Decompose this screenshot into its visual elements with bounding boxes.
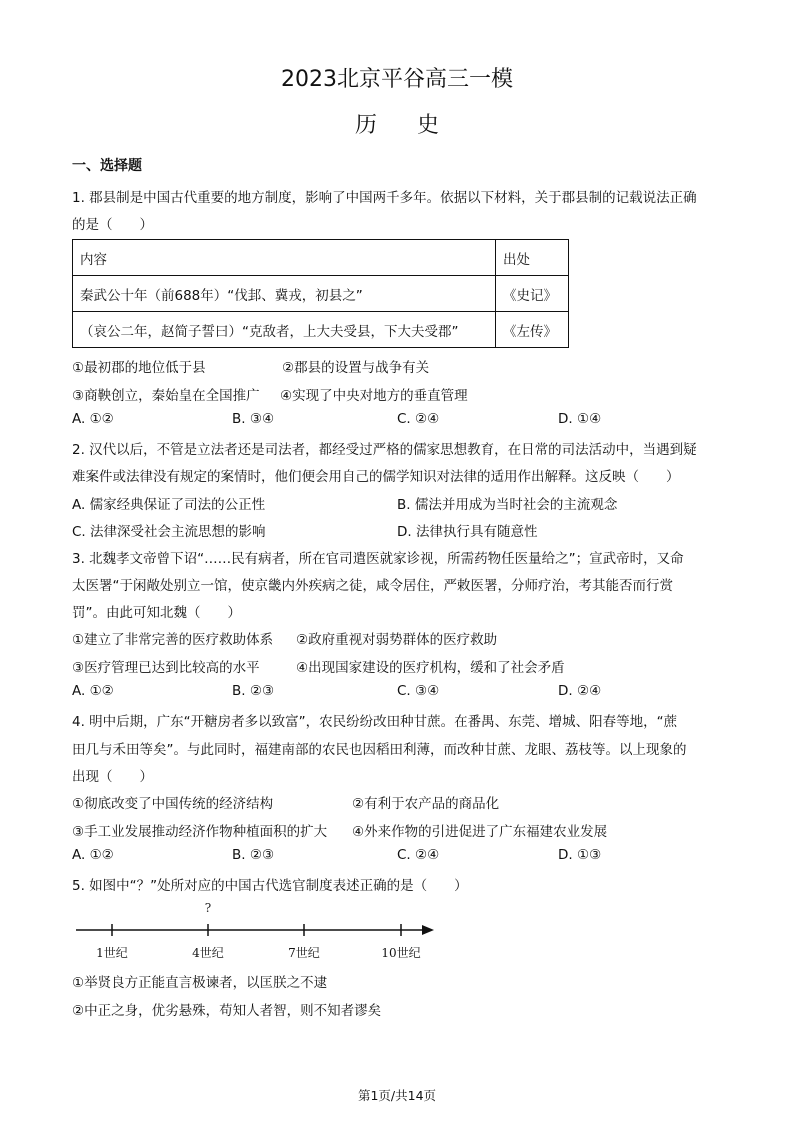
q2-option-a: A. 儒家经典保证了司法的公正性 [72,497,266,513]
section-heading: 一、选择题 [72,158,142,174]
q3-stem-line2: 太医署“于闲敞处别立一馆，使京畿内外疾病之徒，咸令居住，严敕医署，分师疗治，考其能否而行赏 [72,578,673,594]
q3-option-d: D. ②④ [558,683,602,699]
q1-item4: ④实现了中央对地方的垂直管理 [280,388,468,404]
q4-option-d: D. ①③ [558,847,602,863]
q1-stem-line2: 的是（ ） [72,217,153,233]
q3-stem-line3: 罚”。由此可知北魏（ ） [72,605,241,621]
q1-stem-line1: 1. 郡县制是中国古代重要的地方制度，影响了中国两千多年。依据以下材料，关于郡县制的记载说法正确 [72,190,697,206]
timeline-arrow-icon [422,925,434,935]
q1-item3: ③商鞅创立，秦始皇在全国推广 [72,388,260,404]
table-cell-content: （哀公二年，赵简子誓曰）“克敌者，上大夫受县，下大夫受郡” [73,312,496,348]
timeline-label: 7世纪 [288,946,320,960]
q3-item2: ②政府重视对弱势群体的医疗救助 [296,632,498,648]
q4-item2: ②有利于农产品的商品化 [352,796,500,812]
table-header-source: 出处 [496,240,569,276]
table-cell-content: 秦武公十年（前688年）“伐邽、冀戎，初县之” [73,276,496,312]
q1-option-c: C. ②④ [397,411,440,427]
q5-stem: 5. 如图中“？”处所对应的中国古代选官制度表述正确的是（ ） [72,878,468,894]
q3-option-b: B. ②③ [232,683,275,699]
q1-option-a: A. ①② [72,411,114,427]
q5-item2: ②中正之身，优劣悬殊，苟知人者智，则不知者谬矣 [72,1003,382,1019]
q1-option-d: D. ①④ [558,411,602,427]
timeline-diagram [72,896,452,968]
q4-item1: ①彻底改变了中国传统的经济结构 [72,796,274,812]
timeline-label: 10世纪 [381,946,421,960]
table-row [73,312,569,348]
q2-stem-line2: 难案件或法律没有规定的案情时，他们便会用自己的儒学知识对法律的适用作出解释。这反映（ ） [72,469,680,485]
q2-option-c: C. 法律深受社会主流思想的影响 [72,524,266,540]
q2-option-b: B. 儒法并用成为当时社会的主流观念 [397,497,618,513]
q3-option-c: C. ③④ [397,683,440,699]
q4-item3: ③手工业发展推动经济作物种植面积的扩大 [72,824,328,840]
timeline-question-marker: ? [204,901,212,915]
q3-option-a: A. ①② [72,683,114,699]
q4-stem-line1: 4. 明中后期，广东“开糖房者多以致富”，农民纷纷改田种甘蔗。在番禺、东莞、增城、阳春等地，“蔗 [72,714,678,730]
table-cell-source: 《左传》 [496,312,569,348]
table-row [73,276,569,312]
q4-option-a: A. ①② [72,847,114,863]
q4-option-c: C. ②④ [397,847,440,863]
q2-stem-line1: 2. 汉代以后，不管是立法者还是司法者，都经受过严格的儒家思想教育，在日常的司法活动中，当遇到疑 [72,442,697,458]
q4-option-b: B. ②③ [232,847,275,863]
q4-item4: ④外来作物的引进促进了广东福建农业发展 [352,824,608,840]
q1-item1: ①最初郡的地位低于县 [72,360,206,376]
q3-item4: ④出现国家建设的医疗机构，缓和了社会矛盾 [296,660,565,676]
page-footer: 第1页/共14页 [357,1088,437,1103]
q3-stem-line1: 3. 北魏孝文帝曾下诏“……民有病者，所在官司遣医就家诊视，所需药物任医量给之”；宣武帝时，又命 [72,551,684,567]
subject-title: 历史 [354,113,479,138]
q2-option-d: D. 法律执行具有随意性 [397,524,538,540]
q1-option-b: B. ③④ [232,411,275,427]
table-header-row [73,240,569,276]
q5-item1: ①举贤良方正能直言极谏者，以匡朕之不逮 [72,975,328,991]
q3-item1: ①建立了非常完善的医疗救助体系 [72,632,274,648]
table-header-content: 内容 [73,240,496,276]
timeline-label: 4世纪 [192,946,224,960]
q3-item3: ③医疗管理已达到比较高的水平 [72,660,260,676]
page-title: 2023北京平谷高三一模 [281,67,513,92]
q4-stem-line3: 出现（ ） [72,769,153,785]
q4-stem-line2: 田几与禾田等矣”。与此同时，福建南部的农民也因稻田利薄，而改种甘蔗、龙眼、荔枝等。以上现象的 [72,742,687,758]
table-cell-source: 《史记》 [496,276,569,312]
timeline-label: 1世纪 [96,946,128,960]
q1-source-table [72,239,569,348]
q1-item2: ②郡县的设置与战争有关 [282,360,430,376]
